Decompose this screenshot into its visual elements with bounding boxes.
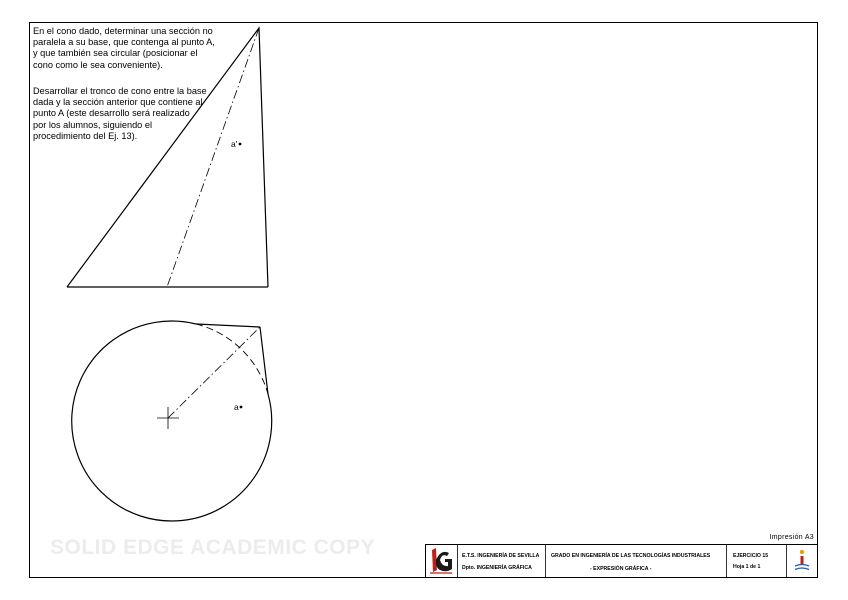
watermark: SOLID EDGE ACADEMIC COPY	[50, 536, 376, 559]
print-format-label: Impresión A3	[769, 534, 814, 541]
title-block-frame	[426, 545, 818, 578]
degree-name: GRADO EN INGENIERÍA DE LAS TECNOLOGÍAS INDUSTRIALES	[551, 553, 711, 559]
ig-logo-icon	[430, 548, 452, 573]
tangent-line-lower	[260, 327, 268, 394]
cone-axis-plan	[168, 327, 260, 418]
subject-name: - EXPRESIÓN GRÁFICA -	[590, 566, 652, 572]
base-circle-visible	[72, 321, 272, 521]
point-a-label: a	[234, 402, 239, 412]
title-block	[426, 545, 818, 578]
statement-paragraph-2: Desarrollar el tronco de cono entre la base dada y la sección anterior que contiene al punto A (este desarrollo será realizado por los alumnos, siguiendo el procedimiento del Ej. 13).	[33, 86, 207, 141]
statement-paragraph-1: En el cono dado, determinar una sección no paralela a su base, que contenga al punto A, y que también sea circular (posicionar el cono como le sea conveniente).	[33, 26, 215, 70]
sheet-number: Hoja 1 de 1	[733, 564, 761, 570]
point-a-prime-marker	[239, 143, 242, 146]
school-name: E.T.S. INGENIERÍA DE SEVILLA	[462, 553, 540, 559]
point-a-marker	[240, 406, 243, 409]
base-circle-hidden-arc	[196, 324, 268, 394]
exercise-number: EJERCICIO 15	[733, 553, 769, 559]
university-logo-icon	[795, 550, 809, 570]
department-name: Dpto. INGENIERÍA GRÁFICA	[462, 565, 532, 571]
cone-plan	[72, 321, 272, 521]
tangent-line-upper	[196, 324, 260, 327]
point-a-prime-label: a'	[231, 139, 238, 149]
